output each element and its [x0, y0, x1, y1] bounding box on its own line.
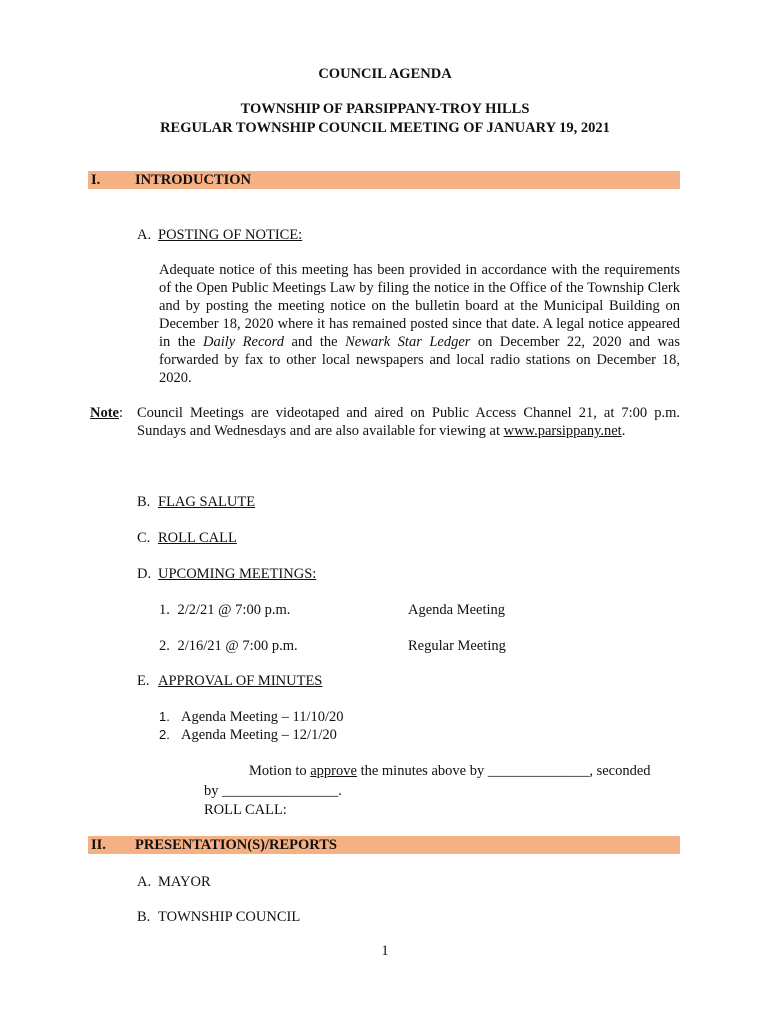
- note-colon: :: [119, 405, 124, 421]
- daily-record-name: Daily Record: [202, 334, 284, 350]
- minutes-item: Agenda Meeting – 12/1/20: [181, 727, 337, 743]
- section-title: PRESENTATION(S)/REPORTS: [135, 837, 337, 853]
- minutes-item: Agenda Meeting – 11/10/20: [181, 709, 344, 725]
- section-title: INTRODUCTION: [135, 172, 252, 188]
- section-bar-introduction: [88, 171, 680, 189]
- item-letter: B.: [137, 909, 151, 925]
- meeting-date: 2/2/21 @ 7:00 p.m.: [177, 602, 291, 618]
- note-body: Council Meetings are videotaped and aired on Public Access Channel 21, at 7:00 p.m. Sundays and Wednesdays and are also available for viewing at: [137, 405, 680, 439]
- page-number: 1: [381, 943, 389, 959]
- minutes-number: 2.: [159, 727, 170, 742]
- meeting-row: [159, 601, 290, 619]
- meeting-type: Agenda Meeting: [408, 602, 506, 618]
- notice-text-1: Adequate notice of this meeting has been provided in accordance with the requirements of the Open Public Meetings Law by filing the notice in the Office of the Township Clerk and by posting the meeting notice on the bulletin board at the Municipal Building on December 18, 2020 where it has remained posted since that date. A legal notice appeared in the: [159, 262, 680, 350]
- note-label: Note: [90, 405, 119, 421]
- motion-approve: approve: [310, 763, 357, 779]
- item-letter: B.: [137, 494, 151, 510]
- item-approval-of-minutes: [137, 672, 322, 690]
- newark-star-ledger-name: Newark Star Ledger: [345, 334, 471, 350]
- item-letter: E.: [137, 673, 150, 689]
- note-end: .: [621, 423, 626, 439]
- item-upcoming-meetings: [137, 565, 316, 583]
- item-title: POSTING OF NOTICE:: [158, 227, 303, 243]
- motion-roll-call: ROLL CALL:: [204, 802, 287, 818]
- item-mayor: [137, 873, 211, 891]
- item-title: TOWNSHIP COUNCIL: [158, 909, 301, 925]
- meeting-date: 2/16/21 @ 7:00 p.m.: [177, 638, 298, 654]
- notice-text-3: on December 22, 2020 and was forwarded by fax to other local newspapers and local radio stations on December 18, 2020.: [159, 334, 680, 386]
- motion-line: [249, 762, 651, 780]
- item-letter: D.: [137, 566, 152, 582]
- notice-paragraph: [159, 261, 680, 387]
- item-letter: A.: [137, 227, 152, 243]
- item-title: FLAG SALUTE: [158, 494, 256, 510]
- township-name: TOWNSHIP OF PARSIPPANY-TROY HILLS: [240, 101, 530, 117]
- section-number: II.: [91, 837, 106, 853]
- note-label-wrap: [90, 404, 123, 422]
- meeting-row: [159, 637, 298, 655]
- item-title: MAYOR: [158, 874, 211, 890]
- motion-seconded-line: by ________________.: [204, 783, 342, 799]
- motion-pre: Motion to: [249, 763, 311, 779]
- meeting-number: 2.: [159, 638, 170, 654]
- item-title: APPROVAL OF MINUTES: [158, 673, 323, 689]
- item-title: UPCOMING MEETINGS:: [158, 566, 317, 582]
- section-number: I.: [91, 172, 101, 188]
- meeting-type: Regular Meeting: [408, 638, 506, 654]
- meeting-number: 1.: [159, 602, 170, 618]
- agenda-title: COUNCIL AGENDA: [318, 66, 452, 82]
- item-posting-of-notice: [137, 226, 302, 244]
- section-bar-presentations: [88, 836, 680, 854]
- item-township-council: [137, 908, 300, 926]
- motion-post: the minutes above by ______________, seconded: [356, 763, 651, 779]
- item-roll-call: [137, 529, 237, 547]
- item-title: ROLL CALL: [158, 530, 237, 546]
- item-letter: A.: [137, 874, 152, 890]
- notice-text-2: and the: [284, 334, 346, 350]
- minutes-number: 1.: [159, 709, 170, 724]
- item-letter: C.: [137, 530, 151, 546]
- parsippany-link[interactable]: www.parsippany.net: [503, 423, 622, 439]
- item-flag-salute: [137, 493, 255, 511]
- meeting-title: REGULAR TOWNSHIP COUNCIL MEETING OF JANUARY 19, 2021: [160, 120, 610, 136]
- note-text: [137, 404, 680, 440]
